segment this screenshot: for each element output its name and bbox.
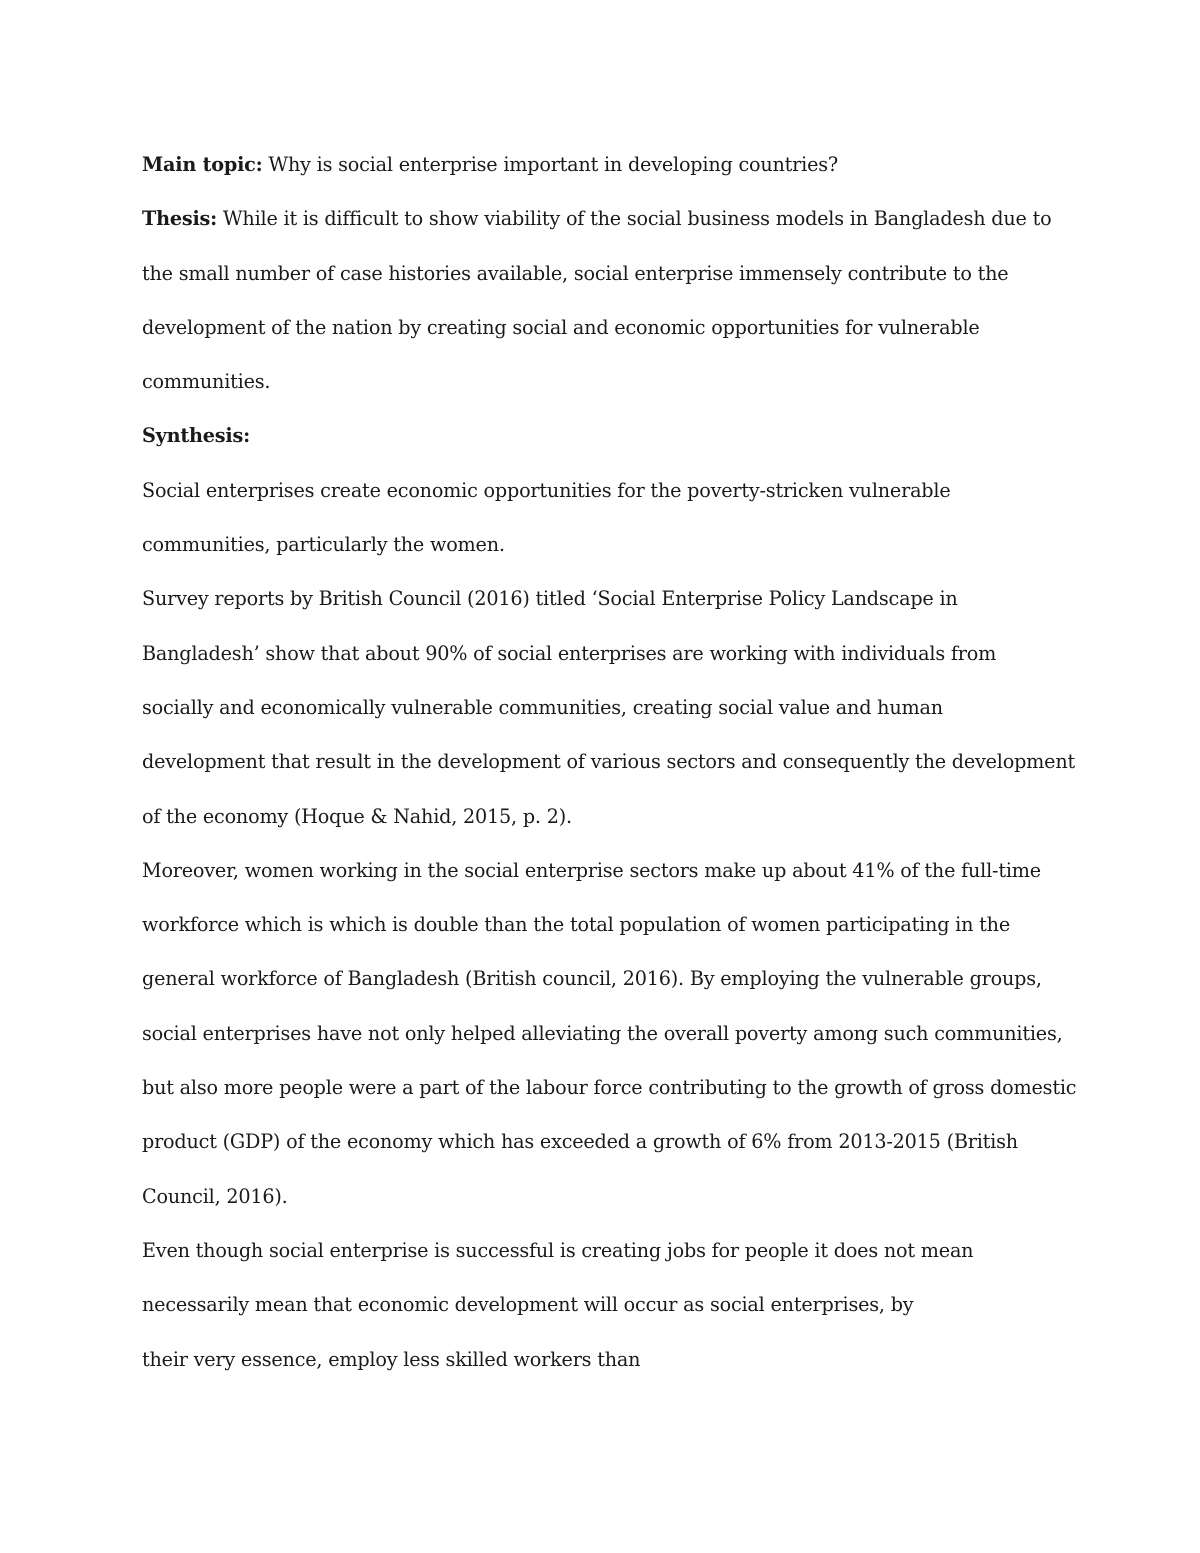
- body-line: general workforce of Bangladesh (British council, 2016). By employing the vulnerable groups,: [142, 967, 1042, 991]
- body-line: workforce which is which is double than the total population of women participating in the: [142, 913, 1010, 937]
- body-line: Bangladesh’ show that about 90% of social enterprises are working with individuals from: [142, 641, 997, 665]
- thesis-line-2: the small number of case histories available, social enterprise immensely contribute to the: [142, 261, 1009, 285]
- body-line: Council, 2016).: [142, 1184, 288, 1208]
- document-body: [142, 138, 1077, 1387]
- thesis-line-1: [142, 192, 1062, 246]
- body-line: Moreover, women working in the social enterprise sectors make up about 41% of the full-time: [142, 858, 1041, 882]
- body-line: but also more people were a part of the labour force contributing to the growth of gross domestic: [142, 1076, 1077, 1100]
- body-line: communities, particularly the women.: [142, 533, 505, 557]
- synthesis-heading: Synthesis:: [142, 424, 250, 448]
- body-line: socially and economically vulnerable communities, creating social value and human: [142, 695, 943, 719]
- body-line: product (GDP) of the economy which has exceeded a growth of 6% from 2013-2015 (British: [142, 1130, 1018, 1154]
- thesis-line-4: communities.: [142, 370, 271, 394]
- body-line: Survey reports by British Council (2016) titled ‘Social Enterprise Policy Landscape in: [142, 587, 958, 611]
- main-topic-text: Why is social enterprise important in developing countries?: [262, 153, 838, 176]
- thesis-text-1: While it is difficult to show viability of the social business models in Bangladesh due to: [217, 207, 1052, 231]
- main-topic-line: [142, 138, 1062, 192]
- body-line: necessarily mean that economic development will occur as social enterprises, by: [142, 1293, 914, 1317]
- body-line: their very essence, employ less skilled workers than: [142, 1347, 641, 1371]
- body-line: Even though social enterprise is successful is creating jobs for people it does not mean: [142, 1238, 974, 1262]
- thesis-label: Thesis:: [142, 207, 218, 231]
- body-line: of the economy (Hoque & Nahid, 2015, p. 2).: [142, 804, 572, 828]
- thesis-line-3: development of the nation by creating social and economic opportunities for vulnerable: [142, 315, 980, 339]
- body-line: development that result in the development of various sectors and consequently the development: [142, 750, 1075, 774]
- body-line: Social enterprises create economic opportunities for the poverty-stricken vulnerable: [142, 478, 951, 502]
- main-topic-label: Main topic:: [142, 153, 263, 176]
- body-line: social enterprises have not only helped alleviating the overall poverty among such communities,: [142, 1021, 1063, 1045]
